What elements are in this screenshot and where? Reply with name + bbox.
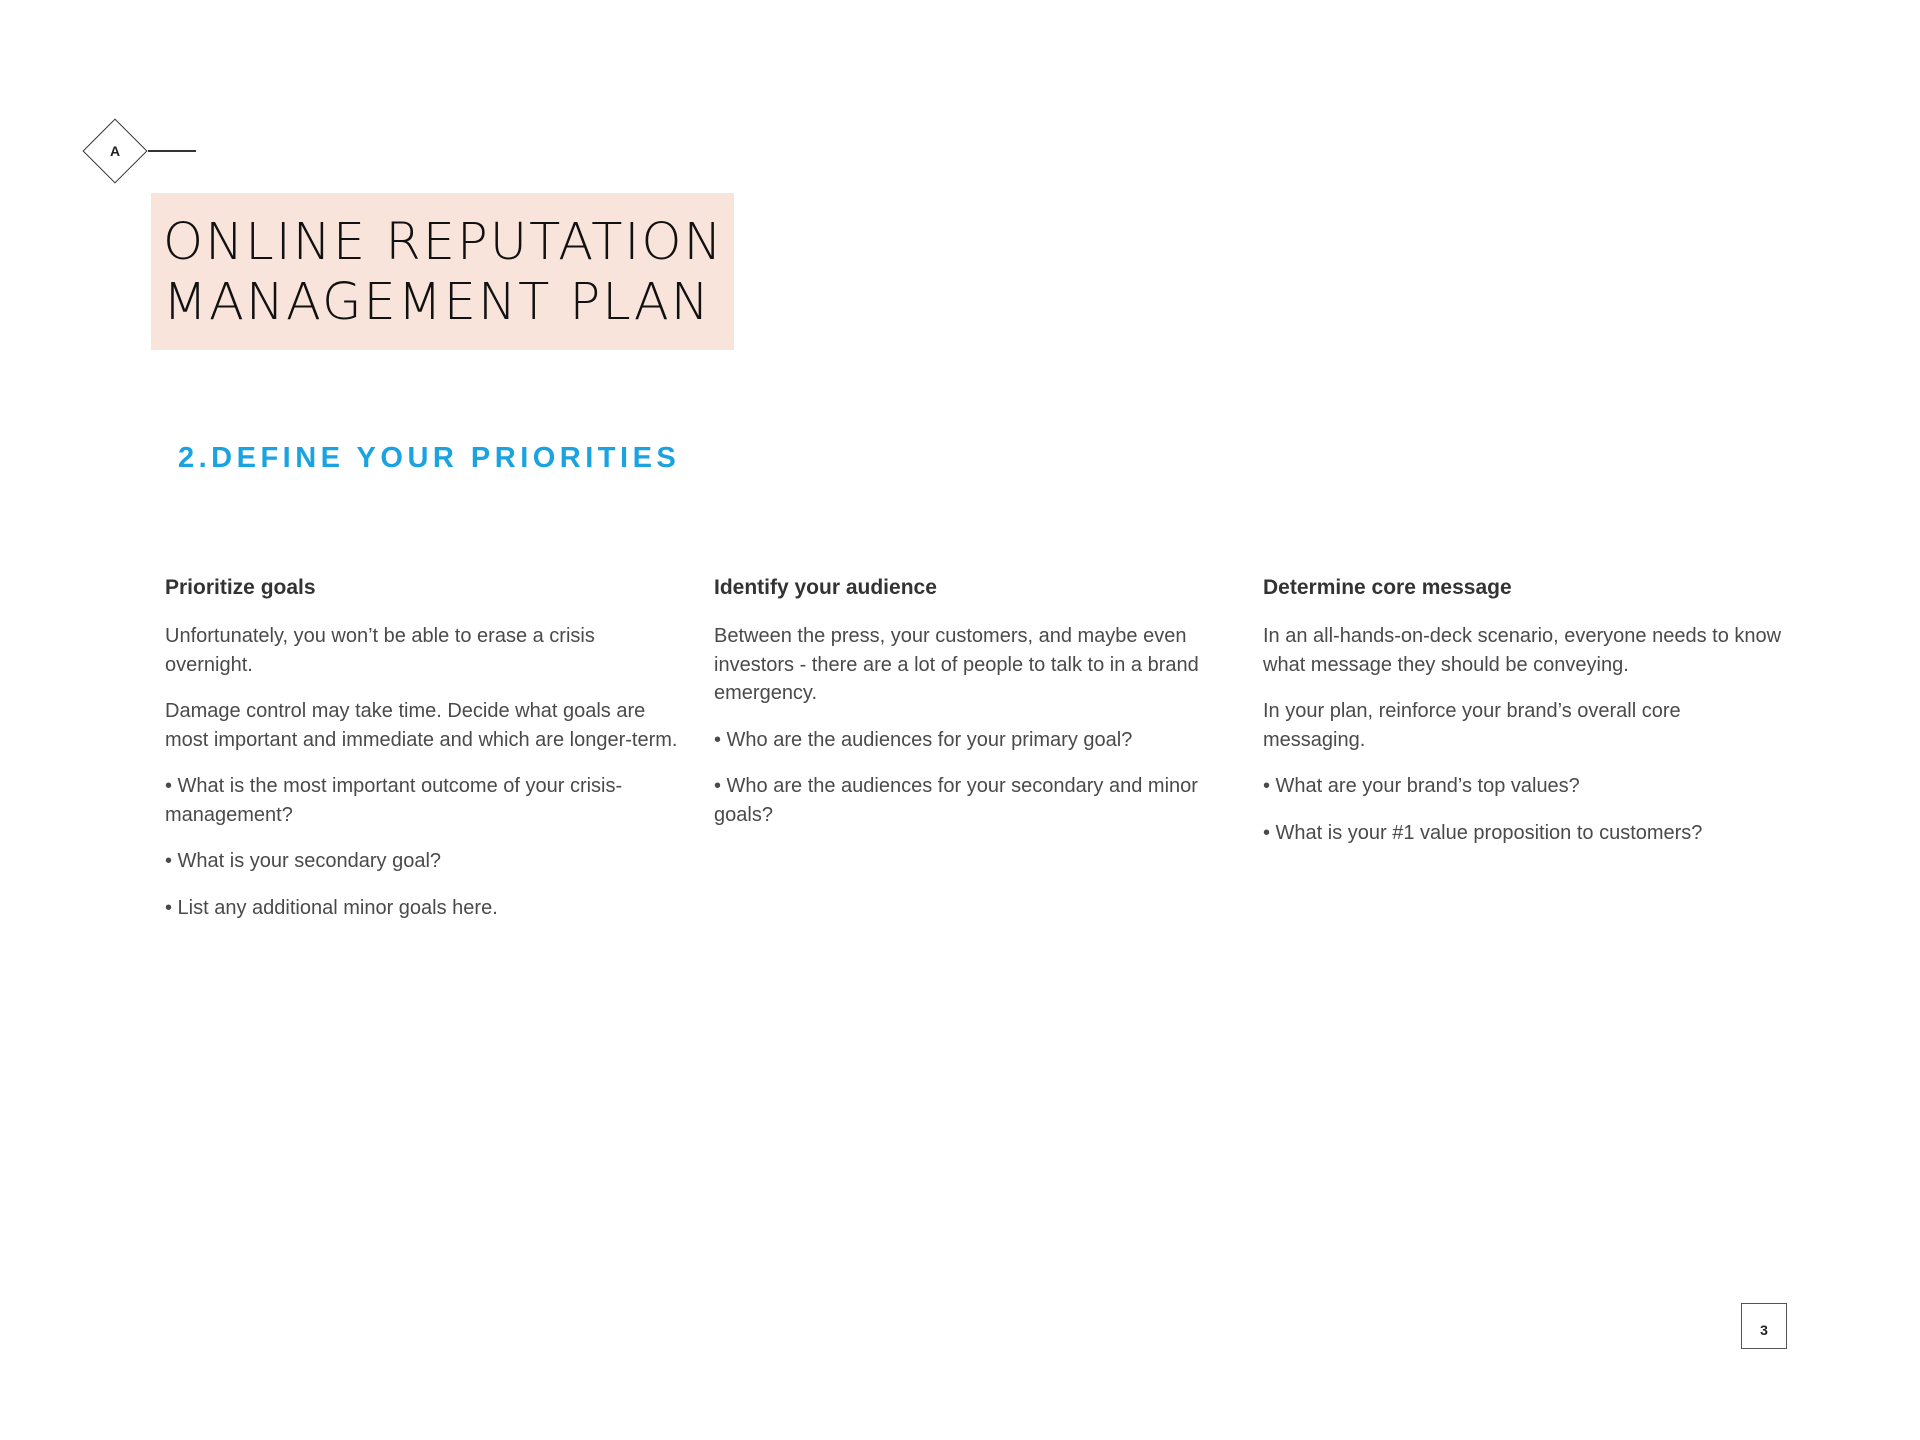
title-line-1: ONLINE REPUTATION bbox=[163, 213, 724, 272]
column-heading: Prioritize goals bbox=[165, 576, 316, 599]
bullet-item: • What is your secondary goal? bbox=[165, 850, 442, 872]
bullet-item: • List any additional minor goals here. bbox=[165, 896, 498, 919]
title-line-2: MANAGEMENT PLAN bbox=[163, 273, 711, 332]
bullet-item: • What is the most important outcome of your crisis-management? bbox=[165, 775, 623, 826]
column-prioritize-goals bbox=[165, 574, 685, 940]
column-paragraph: Damage control may take time. Decide what goals are most important and immediate and which are longer-term. bbox=[165, 700, 678, 751]
column-paragraph: In your plan, reinforce your brand’s overall core messaging. bbox=[1263, 700, 1681, 751]
bullet-item: • Who are the audiences for your primary goal? bbox=[714, 728, 1133, 751]
bullet-item: • What are your brand’s top values? bbox=[1263, 775, 1580, 797]
column-heading: Determine core message bbox=[1263, 576, 1512, 599]
bullet-item: • Who are the audiences for your secondary and minor goals? bbox=[714, 775, 1198, 826]
section-marker bbox=[80, 116, 200, 186]
section-heading: 2.DEFINE YOUR PRIORITIES bbox=[178, 442, 681, 474]
column-identify-audience bbox=[714, 574, 1234, 847]
column-paragraph: Between the press, your customers, and maybe even investors - there are a lot of people to talk to in a brand emergency. bbox=[714, 625, 1199, 704]
column-paragraph: Unfortunately, you won’t be able to erase a crisis overnight. bbox=[165, 625, 595, 676]
marker-divider bbox=[148, 150, 196, 152]
bullet-item: • What is your #1 value proposition to customers? bbox=[1263, 821, 1703, 844]
section-letter: A bbox=[109, 143, 121, 159]
column-core-message bbox=[1263, 574, 1783, 865]
page-number: 3 bbox=[1741, 1303, 1787, 1349]
title-block bbox=[151, 193, 734, 350]
column-heading: Identify your audience bbox=[714, 576, 937, 599]
column-paragraph: In an all-hands-on-deck scenario, everyone needs to know what message they should be conveying. bbox=[1263, 625, 1782, 676]
